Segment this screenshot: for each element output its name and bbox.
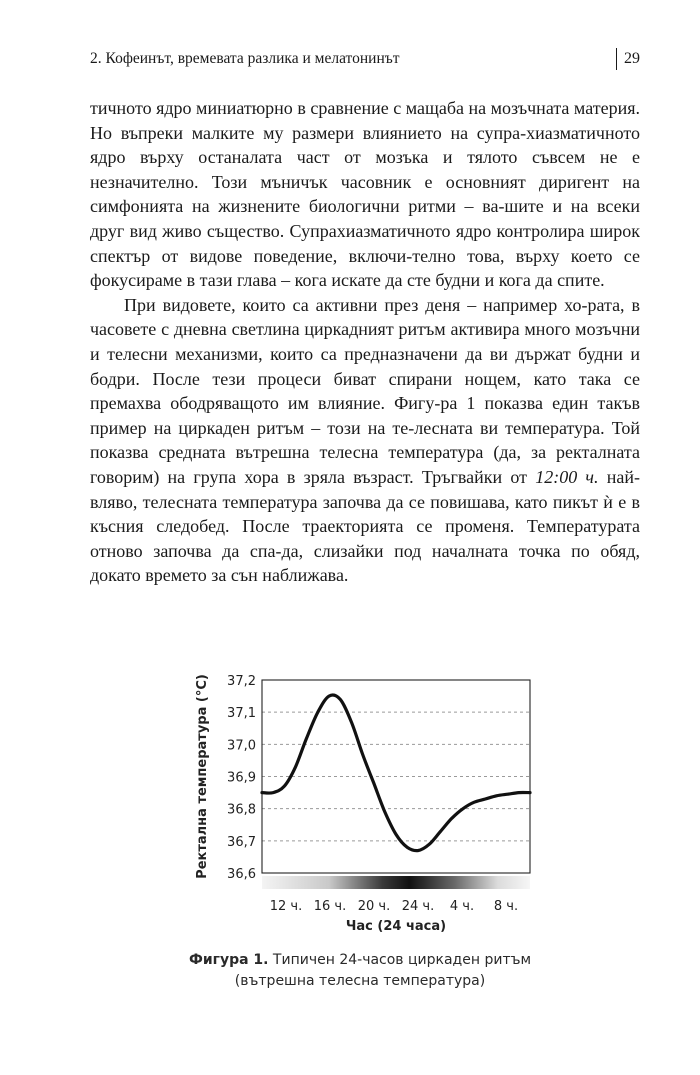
x-tick-label: 8 ч.: [493, 899, 519, 914]
figure-caption: [140, 950, 580, 992]
page-number: 29: [616, 48, 640, 70]
y-tick-label: 36,8: [227, 802, 256, 818]
x-tick-label: 24 ч.: [401, 899, 435, 914]
caption-text-1: Типичен 24-часов циркаден ритъм: [268, 952, 532, 968]
x-tick-label: 12 ч.: [269, 899, 303, 914]
y-tick-label: 36,9: [227, 770, 256, 786]
y-tick-label: 37,1: [227, 706, 256, 722]
y-tick-label: 36,6: [227, 867, 256, 882]
x-axis-label: Час (24 часа): [345, 919, 447, 934]
y-tick-label: 36,7: [227, 834, 256, 850]
paragraph-2-part-1: При видовете, които са активни през деня – например хо-рата, в часовете с дневна светлина циркадният ритъм активира много мозъчни и телесни механизми, които са предназначени да ви държат будни и бодри. После тези процеси биват спирани нощем, като така се премахва ободряващото им влияние. Фигу-ра 1 показва един такъв пример на циркаден ритъм – този на те-лесната ви температура. Той показва средната вътрешна телесна температура (да, за ректалната говорим) на група хора в зряла възраст. Тръгвайки от: [90, 294, 640, 487]
day-night-bar: [262, 876, 530, 889]
paragraph-2-part-2: най-вляво, телесната температура започва да се повишава, като пикът ѝ е в късния следобед. После траекторията се променя. Температурата отново започва да спа-да, слизайки под началната точка по обяд, докато времето за сън наближава.: [90, 466, 641, 586]
caption-label: Фигура 1.: [188, 952, 269, 968]
x-tick-label: 16 ч.: [313, 899, 347, 914]
chart-svg: [180, 668, 560, 938]
y-tick-label: 37,0: [227, 738, 256, 754]
x-tick-label: 20 ч.: [357, 899, 391, 914]
paragraph-2: [90, 293, 640, 588]
paragraph-1: тичното ядро миниатюрно в сравнение с мащаба на мозъчната материя. Но въпреки малките му размери влиянието на супра-хиазматичното ядро върху останалата част от мозъка и тялото съвсем не е незначително. Този мъничък часовник е основният диригент на симфонията на жизнените биологични ритми – ва-шите и на всеки друг вид живо същество. Супрахиазматичното ядро контролира широк спектър от видове поведение, включи-телно това, върху което се фокусираме в тази глава – кога искате да сте будни и кога да спите.: [90, 98, 640, 291]
x-tick-label: 4 ч.: [449, 899, 475, 914]
y-axis-label: Ректална температура (°C): [195, 674, 210, 879]
chapter-title: 2. Кофеинът, времевата разлика и мелатонинът: [90, 50, 400, 67]
paragraph-2-time: 12:00 ч.: [535, 466, 599, 487]
figure-1-chart: [180, 668, 560, 938]
temperature-curve: [262, 695, 530, 851]
running-header: [90, 46, 640, 70]
body-text: [90, 96, 640, 588]
caption-text-2: (вътрешна телесна температура): [234, 973, 486, 989]
y-tick-label: 37,2: [227, 674, 256, 689]
